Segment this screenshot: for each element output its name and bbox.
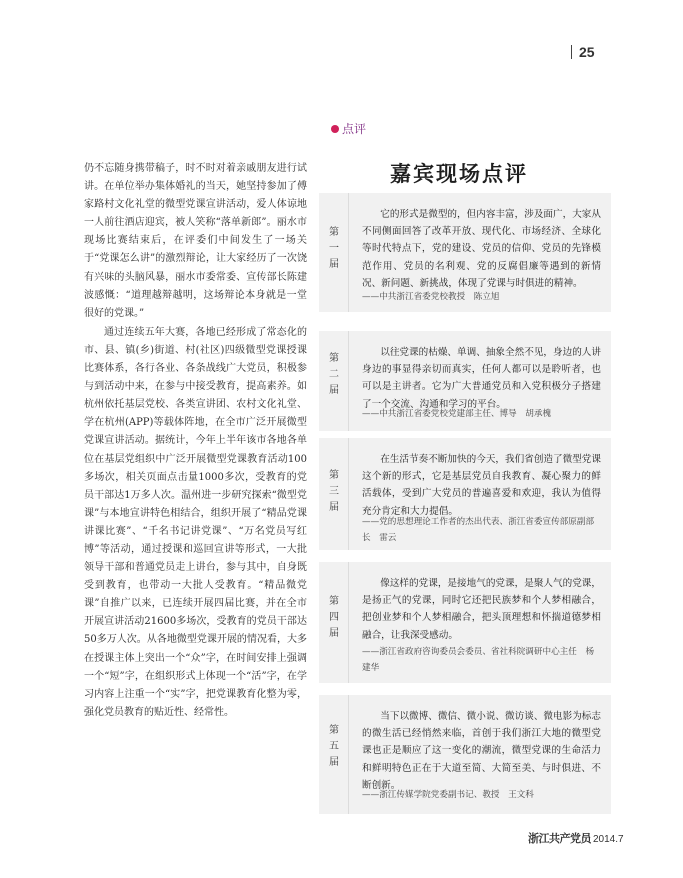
comment-attribution: ——中共浙江省委党校党建部主任、博导 胡承槐	[362, 409, 552, 419]
magazine-brand: 浙江共产党员	[528, 832, 591, 845]
comment-text: 它的形式是微型的，但内容丰富，涉及面广，大家从不同侧面回答了改革开放、现代化、市场经济、全球化等时代特点下，党的建设、党员的信仰、党员的先锋模范作用、党员的名利观、党的反腐倡廉等遇到的新情况、新问题、新挑战，体现了党课与时俱进的精神。	[362, 209, 601, 289]
comment-text: 像这样的党课，是接地气的党课，是聚人气的党课，是扬正气的党课，同时它还把民族梦和个人梦相融合，把创业梦和个人梦相融合，把头顶理想和怀揣道德梦相融合，让我深受感动。	[362, 578, 601, 641]
comment-text: 以往党课的枯燥、单调、抽象全然不见，身边的人讲身边的事显得亲切而真实，任何人都可以是聆听者，也可以是主讲者。它为广大普通党员和入党积极分子搭建了一个交流、沟通和学习的平台。	[362, 347, 601, 410]
comment-attribution: ——浙江省政府咨询委员会委员、省社科院调研中心主任 杨建华	[362, 647, 595, 673]
article-paragraph: 仍不忘随身携带稿子，时不时对着亲戚朋友进行试讲。在单位举办集体婚礼的当天，她坚持参加了傅家路村文化礼堂的微型党课宣讲活动，爱人体谅地一人前往酒店迎宾，被人笑称“落单新郎”。丽水市现场比赛结束后，在评委们中间发生了一场关于“党课怎么讲”的激烈辩论，让大家经历了一次饶有兴味的头脑风暴，丽水市委常委、宣传部长陈建波感慨：“道理越辩越明，这场辩论本身就是一堂很好的党课。”	[84, 163, 307, 319]
edition-label: 第五届	[329, 725, 339, 768]
comment-panel-5	[319, 695, 611, 814]
comment-panel-3	[319, 438, 611, 550]
edition-label: 第二届	[329, 353, 339, 396]
article-left-column	[84, 160, 307, 722]
page-number-text: 25	[579, 44, 595, 60]
edition-label: 第一届	[329, 227, 339, 270]
comment-attribution: ——党的思想理论工作者的杰出代表、浙江省委宣传部原副部长 雷云	[362, 517, 595, 543]
comment-text: 在生活节奏不断加快的今天，我们省创造了微型党课这个新的形式，它是基层党员自我教育、凝心聚力的鲜活载体，受到广大党员的普遍喜爱和欢迎，我认为值得充分肯定和大力提倡。	[362, 454, 601, 517]
section-tag	[331, 120, 366, 137]
section-tag-label: 点评	[342, 122, 367, 136]
edition-label: 第三届	[329, 470, 339, 513]
article-paragraph: 通过连续五年大赛，各地已经形成了常态化的市、县、镇(乡)街道、村(社区)四级微型党课授课比赛体系，各行各业、各条战线广大党员，积极参与到活动中来，在参与中接受教育，提高素养。如杭州依托基层党校、各类宣讲团、农村文化礼堂、学在杭州(APP)等载体阵地，在全市广泛开展微型党课宣讲活动。据统计，今年上半年该市各地各单位在基层党组织中广泛开展微型党课教育活动100多场次，相关页面点击量1000多次，受教育的党员干部达1万多人次。温州进一步研究探索“微型党课”与本地宣讲特色相结合，组织开展了“精品党课讲课比赛”、“千名书记讲党课”、“万名党员写红博”等活动，通过授课和巡回宣讲等形式，一大批领导干部和普通党员走上讲台，参与其中，自身既受到教育，也带动一大批人受教育。“精品微党课”自推广以来，已连续开展四届比赛，并在全市开展宣讲活动21600多场次，受教育的党员干部达50多万人次。从各地微型党课开展的情况看，大多在授课主体上突出一个“众”字，在时间安排上强调一个“短”字，在组织形式上体现一个“活”字，在学习内容上注重一个“实”字，把党课教育化整为零，强化党员教育的贴近性、经常性。	[84, 326, 307, 718]
main-title: 嘉宾现场点评	[390, 162, 528, 186]
bullet-dot-icon	[331, 125, 339, 133]
comment-attribution: ——浙江传媒学院党委副书记、教授 王文科	[362, 790, 534, 800]
issue-date: 2014.7	[593, 834, 624, 845]
page-number-divider	[571, 45, 572, 59]
edition-label: 第四届	[329, 596, 339, 639]
comment-attribution: ——中共浙江省委党校教授 陈立旭	[362, 292, 500, 302]
footer	[528, 830, 624, 846]
comment-panel-1	[319, 193, 611, 312]
comment-text: 当下以微博、微信、微小说、微访谈、微电影为标志的微生活已经悄然来临，首创于我们浙江大地的微型党课也正是顺应了这一变化的潮流，微型党课的生命活力和鲜明特色正在于大道至简、大简至美、与时俱进、不断创新。	[362, 711, 601, 791]
comment-panel-2	[319, 331, 611, 431]
page-number	[571, 44, 595, 60]
comment-panel-4	[319, 562, 611, 683]
